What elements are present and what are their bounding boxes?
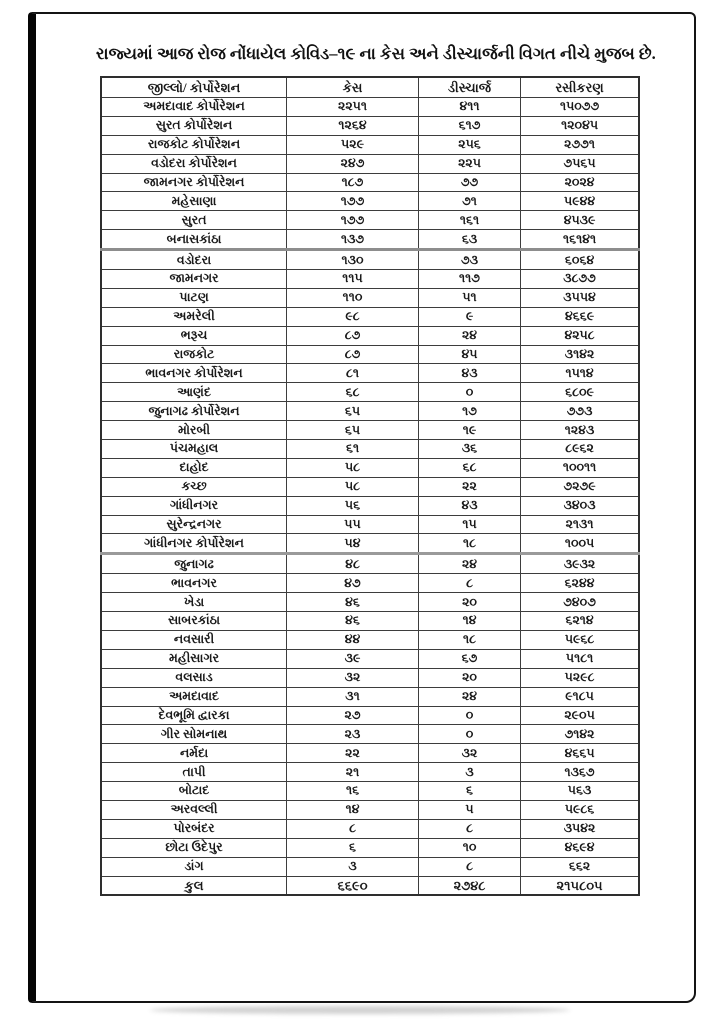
table-row (101, 345, 639, 364)
table-row (101, 364, 639, 383)
table-row (101, 402, 639, 421)
cases-cell: ૨૧ (287, 763, 419, 782)
discharge-cell: ૨૪ (418, 687, 520, 706)
discharge-cell: ૨૦ (418, 593, 520, 612)
discharge-cell: ૦ (418, 725, 520, 744)
cases-cell: ૫૫ (287, 515, 419, 534)
discharge-cell: ૧૦ (418, 838, 520, 857)
discharge-cell: ૨૪ (418, 554, 520, 574)
district-cell: વડોદરા કોર્પોરેશન (101, 154, 287, 173)
page-title: રાજ્યમાં આજ રોજ નોંધાયેલ કોવિડ–૧૯ ના કેસ અને ડીસ્ચાર્જની વિગત નીચે મુજબ છે. (96, 44, 656, 63)
cases-cell: ૪૮ (287, 554, 419, 574)
district-cell: નર્મદા (101, 744, 287, 763)
district-cell: જામનગર કોર્પોરેશન (101, 173, 287, 192)
vaccination-cell: ૯૧૮૫ (521, 687, 639, 706)
discharge-cell: ૫ (418, 800, 520, 819)
discharge-cell: ૧૮ (418, 534, 520, 554)
discharge-cell: ૫૧ (418, 288, 520, 307)
table-row (101, 725, 639, 744)
cases-cell: ૩ (287, 857, 419, 876)
header-cell: કેસ (287, 77, 419, 98)
district-cell: કુલ (101, 876, 287, 895)
district-cell: મહેસાણા (101, 192, 287, 211)
table-row (101, 440, 639, 459)
vaccination-cell: ૨૦૨૪ (521, 173, 639, 192)
discharge-cell: ૩ (418, 763, 520, 782)
cases-cell: ૬૬૯૦ (287, 876, 419, 895)
scan-artifact (150, 1006, 570, 1014)
vaccination-cell: ૧૨૦૪૫ (521, 116, 639, 135)
vaccination-cell: ૫૯૬૮ (521, 630, 639, 649)
district-cell: તાપી (101, 763, 287, 782)
cases-cell: ૪૬ (287, 593, 419, 612)
cases-cell: ૧૧૦ (287, 288, 419, 307)
district-cell: ભાવનગર (101, 574, 287, 593)
table-row (101, 763, 639, 782)
discharge-cell: ૧૭ (418, 402, 520, 421)
vaccination-cell: ૬૦૬૪ (521, 250, 639, 270)
table-row (101, 649, 639, 668)
discharge-cell: ૮ (418, 857, 520, 876)
vaccination-cell: ૫૯૮૬ (521, 800, 639, 819)
cases-cell: ૧૬ (287, 782, 419, 801)
cases-cell: ૫૮ (287, 458, 419, 477)
district-cell: સુરત (101, 211, 287, 230)
district-cell: જામનગર (101, 270, 287, 289)
header-row (101, 77, 639, 98)
table-row (101, 307, 639, 326)
discharge-cell: ૨૪ (418, 326, 520, 345)
table-row (101, 612, 639, 631)
table-row (101, 192, 639, 211)
district-cell: અમદાવાદ કોર્પોરેશન (101, 98, 287, 117)
district-cell: બોટાદ (101, 782, 287, 801)
vaccination-cell: ૪૬૬૯ (521, 307, 639, 326)
vaccination-cell: ૫૬૩ (521, 782, 639, 801)
district-cell: ભાવનગર કોર્પોરેશન (101, 364, 287, 383)
header-cell: ડીસ્ચાર્જ (418, 77, 520, 98)
cases-cell: ૫૬ (287, 496, 419, 515)
district-cell: ગીર સોમનાથ (101, 725, 287, 744)
cases-cell: ૪૪ (287, 630, 419, 649)
vaccination-cell: ૫૨૯૮ (521, 668, 639, 687)
vaccination-cell: ૪૬૬૫ (521, 744, 639, 763)
vaccination-cell: ૩૧૪૨ (521, 345, 639, 364)
discharge-cell: ૨૦ (418, 668, 520, 687)
discharge-cell: ૦ (418, 706, 520, 725)
district-cell: પાટણ (101, 288, 287, 307)
cases-cell: ૩૨ (287, 668, 419, 687)
district-cell: વલસાડ (101, 668, 287, 687)
table-row (101, 744, 639, 763)
discharge-cell: ૧૮ (418, 630, 520, 649)
table-row (101, 574, 639, 593)
cases-cell: ૪૭ (287, 574, 419, 593)
table-row (101, 554, 639, 574)
vaccination-cell: ૪૫૩૯ (521, 211, 639, 230)
table-row (101, 630, 639, 649)
cases-cell: ૬૫ (287, 402, 419, 421)
cases-cell: ૩૯ (287, 649, 419, 668)
discharge-cell: ૨૨ (418, 477, 520, 496)
cases-cell: ૧૧૫ (287, 270, 419, 289)
district-cell: સાબરકાંઠા (101, 612, 287, 631)
table-row (101, 116, 639, 135)
table-row (101, 515, 639, 534)
vaccination-cell: ૬૬૨ (521, 857, 639, 876)
table-row (101, 270, 639, 289)
table-row (101, 838, 639, 857)
district-cell: દેવભૂમિ દ્વારકા (101, 706, 287, 725)
vaccination-cell: ૫૯૪૪ (521, 192, 639, 211)
district-cell: ભરૂચ (101, 326, 287, 345)
discharge-cell: ૪૩ (418, 496, 520, 515)
discharge-cell: ૧૬૧ (418, 211, 520, 230)
discharge-cell: ૭૧ (418, 192, 520, 211)
cases-cell: ૩૧ (287, 687, 419, 706)
table-row (101, 534, 639, 554)
table-row (101, 668, 639, 687)
district-cell: કચ્છ (101, 477, 287, 496)
table-row (101, 496, 639, 515)
discharge-cell: ૨૨૫ (418, 154, 520, 173)
vaccination-cell: ૭૪૦૭ (521, 593, 639, 612)
vaccination-cell: ૧૬૧૪૧ (521, 230, 639, 250)
table-row (101, 288, 639, 307)
cases-cell: ૬ (287, 838, 419, 857)
vaccination-cell: ૭૭૩ (521, 402, 639, 421)
table-row (101, 458, 639, 477)
vaccination-cell: ૩૯૩૨ (521, 554, 639, 574)
table-row (101, 135, 639, 154)
district-cell: અરવલ્લી (101, 800, 287, 819)
district-cell: ડાંગ (101, 857, 287, 876)
cases-cell: ૧૭૭ (287, 211, 419, 230)
discharge-cell: ૬ (418, 782, 520, 801)
vaccination-cell: ૩૫૫૪ (521, 288, 639, 307)
discharge-cell: ૩૬ (418, 440, 520, 459)
cases-cell: ૮૭ (287, 326, 419, 345)
district-cell: રાજકોટ કોર્પોરેશન (101, 135, 287, 154)
vaccination-cell: ૪૬૯૪ (521, 838, 639, 857)
vaccination-cell: ૨૧૩૧ (521, 515, 639, 534)
table-body (101, 98, 639, 896)
cases-cell: ૪૬ (287, 612, 419, 631)
discharge-cell: ૬૭ (418, 649, 520, 668)
vaccination-cell: ૭૫૬૫ (521, 154, 639, 173)
discharge-cell: ૮ (418, 819, 520, 838)
table-row (101, 706, 639, 725)
district-cell: નવસારી (101, 630, 287, 649)
header-cell: રસીકરણ (521, 77, 639, 98)
table-row (101, 800, 639, 819)
discharge-cell: ૪૩ (418, 364, 520, 383)
discharge-cell: ૧૧૭ (418, 270, 520, 289)
discharge-cell: ૧૯ (418, 421, 520, 440)
vaccination-cell: ૫૧૮૧ (521, 649, 639, 668)
cases-cell: ૫૪ (287, 534, 419, 554)
district-cell: દાહોદ (101, 458, 287, 477)
cases-cell: ૬૧ (287, 440, 419, 459)
vaccination-cell: ૩૮૭૭ (521, 270, 639, 289)
table-row (101, 819, 639, 838)
vaccination-cell: ૭૧૪૨ (521, 725, 639, 744)
vaccination-cell: ૬૮૦૯ (521, 383, 639, 402)
table-row (101, 593, 639, 612)
discharge-cell: ૧૪ (418, 612, 520, 631)
table-row (101, 250, 639, 270)
table-header (101, 77, 639, 98)
vaccination-cell: ૬૨૪૪ (521, 574, 639, 593)
discharge-cell: ૨૫૬ (418, 135, 520, 154)
vaccination-cell: ૧૦૦૫ (521, 534, 639, 554)
covid-table (100, 76, 640, 896)
vaccination-cell: ૧૫૦૭૭ (521, 98, 639, 117)
discharge-cell: ૪૧૧ (418, 98, 520, 117)
table-row (101, 383, 639, 402)
vaccination-cell: ૩૪૦૩ (521, 496, 639, 515)
table-row (101, 326, 639, 345)
discharge-cell: ૯ (418, 307, 520, 326)
discharge-cell: ૮ (418, 574, 520, 593)
cases-cell: ૧૪ (287, 800, 419, 819)
table-row (101, 98, 639, 117)
vaccination-cell: ૬૨૧૪ (521, 612, 639, 631)
cases-cell: ૬૫ (287, 421, 419, 440)
cases-cell: ૧૭૭ (287, 192, 419, 211)
district-cell: સુરેન્દ્રનગર (101, 515, 287, 534)
district-cell: છોટા ઉદેપુર (101, 838, 287, 857)
total-row (101, 876, 639, 895)
district-cell: વડોદરા (101, 250, 287, 270)
district-cell: આણંદ (101, 383, 287, 402)
cases-cell: ૮૧ (287, 364, 419, 383)
district-cell: અમદાવાદ (101, 687, 287, 706)
district-cell: ગાંધીનગર કોર્પોરેશન (101, 534, 287, 554)
vaccination-cell: ૨૧૫૮૦૫ (521, 876, 639, 895)
discharge-cell: ૬૩ (418, 230, 520, 250)
cases-cell: ૧૩૦ (287, 250, 419, 270)
table-row (101, 421, 639, 440)
district-cell: પંચમહાલ (101, 440, 287, 459)
discharge-cell: ૨૭૪૮ (418, 876, 520, 895)
vaccination-cell: ૭૨૭૯ (521, 477, 639, 496)
discharge-cell: ૭૭ (418, 173, 520, 192)
district-cell: ખેડા (101, 593, 287, 612)
district-cell: જુનાગઢ (101, 554, 287, 574)
cases-cell: ૨૩ (287, 725, 419, 744)
table-row (101, 154, 639, 173)
vaccination-cell: ૧૨૪૩ (521, 421, 639, 440)
discharge-cell: ૧૫ (418, 515, 520, 534)
cases-cell: ૯૮ (287, 307, 419, 326)
vaccination-cell: ૪૨૫૮ (521, 326, 639, 345)
discharge-cell: ૦ (418, 383, 520, 402)
district-cell: મોરબી (101, 421, 287, 440)
table-row (101, 211, 639, 230)
district-cell: બનાસકાંઠા (101, 230, 287, 250)
district-cell: ગાંધીનગર (101, 496, 287, 515)
vaccination-cell: ૮૯૬૨ (521, 440, 639, 459)
district-cell: અમરેલી (101, 307, 287, 326)
district-cell: જુનાગઢ કોર્પોરેશન (101, 402, 287, 421)
vaccination-cell: ૧૩૬૭ (521, 763, 639, 782)
district-cell: સુરત કોર્પોરેશન (101, 116, 287, 135)
cases-cell: ૫૮ (287, 477, 419, 496)
vaccination-cell: ૧૦૦૧૧ (521, 458, 639, 477)
cases-cell: ૮ (287, 819, 419, 838)
district-cell: મહીસાગર (101, 649, 287, 668)
vaccination-cell: ૨૭૭૧ (521, 135, 639, 154)
cases-cell: ૮૭ (287, 345, 419, 364)
cases-cell: ૨૭ (287, 706, 419, 725)
header-cell: જીલ્લો/ કોર્પોરેશન (101, 77, 287, 98)
discharge-cell: ૬૧૭ (418, 116, 520, 135)
cases-cell: ૨૨ (287, 744, 419, 763)
district-cell: રાજકોટ (101, 345, 287, 364)
table-row (101, 782, 639, 801)
vaccination-cell: ૨૯૦૫ (521, 706, 639, 725)
table-row (101, 173, 639, 192)
cases-cell: ૬૮ (287, 383, 419, 402)
cases-cell: ૨૪૭ (287, 154, 419, 173)
table-row (101, 230, 639, 250)
table-row (101, 857, 639, 876)
vaccination-cell: ૩૫૪૨ (521, 819, 639, 838)
discharge-cell: ૭૩ (418, 250, 520, 270)
discharge-cell: ૩૨ (418, 744, 520, 763)
cases-cell: ૧૮૭ (287, 173, 419, 192)
cases-cell: ૨૨૫૧ (287, 98, 419, 117)
discharge-cell: ૪૫ (418, 345, 520, 364)
cases-cell: ૫૨૯ (287, 135, 419, 154)
vaccination-cell: ૧૫૧૪ (521, 364, 639, 383)
cases-cell: ૧૩૭ (287, 230, 419, 250)
table-row (101, 687, 639, 706)
district-cell: પોરબંદર (101, 819, 287, 838)
table-row (101, 477, 639, 496)
cases-cell: ૧૨૬૪ (287, 116, 419, 135)
discharge-cell: ૬૮ (418, 458, 520, 477)
